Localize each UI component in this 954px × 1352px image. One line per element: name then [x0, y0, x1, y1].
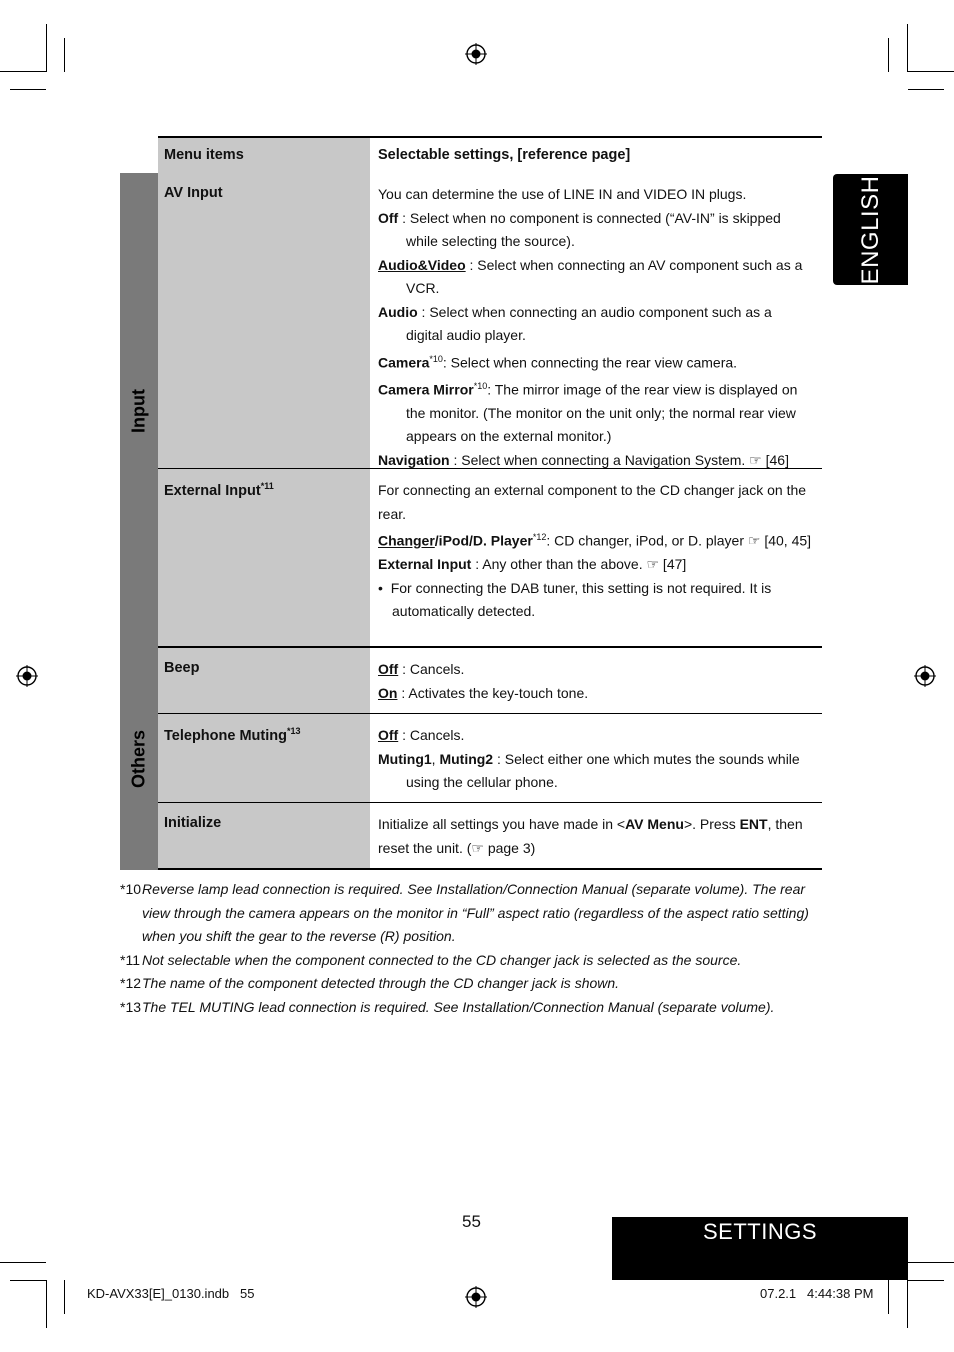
registration-mark-icon [16, 665, 38, 687]
settings-text [378, 183, 812, 472]
menu-cell [158, 648, 370, 713]
footnote: *13 The TEL MUTING lead connection is required. See Installation/Connection Manual (separate volume). [120, 998, 775, 1015]
crop-mark [888, 38, 889, 72]
header-settings-cell [370, 138, 822, 174]
language-tab [833, 174, 908, 285]
crop-mark [64, 1280, 65, 1314]
crop-mark [908, 89, 944, 90]
crop-mark [0, 1262, 46, 1263]
option-audio-video: Audio&Video : Select when connecting an AV component such as a VCR. [378, 256, 803, 296]
section-input [120, 173, 822, 648]
menu-item-name: External Input$^{*11}$ [164, 481, 274, 499]
language-tab-label: ENGLISH [856, 175, 884, 284]
footer-file-info: KD-AVX33[E]_0130.indb 55 [87, 1286, 255, 1301]
chapter-tab [612, 1217, 908, 1280]
table-header [158, 136, 822, 175]
menu-cell [158, 469, 370, 646]
crop-mark [46, 24, 47, 72]
settings-cell [370, 648, 822, 713]
registration-mark-icon [465, 43, 487, 65]
chapter-tab-label: SETTINGS [702, 1219, 817, 1244]
header-menu-items: Menu items [164, 147, 244, 163]
table-row-external-input [158, 469, 822, 648]
section-label-cell [120, 173, 158, 648]
section-label-cell [120, 648, 158, 870]
settings-cell [370, 173, 822, 468]
option-changer: Changer/iPod/D. Player$^{*12}$: CD changer, iPod, or D. player ☞ [40, 45] [378, 532, 812, 549]
crop-mark [908, 1280, 944, 1281]
table-row-beep [158, 648, 822, 714]
settings-text [378, 724, 812, 795]
section-label-input: Input [128, 388, 149, 433]
settings-cell [370, 469, 822, 646]
table-row-telephone-muting [158, 714, 822, 803]
menu-item-name: Beep [164, 660, 200, 676]
option-muting: Muting1, Muting2 : Select either one which mutes the sounds while using the cellular phone. [378, 750, 800, 790]
settings-cell [370, 803, 822, 868]
menu-cell [158, 803, 370, 868]
table-row-av-input [158, 173, 822, 469]
settings-cell [370, 714, 822, 802]
footnotes [120, 878, 820, 1019]
page-number: 55 [462, 1212, 481, 1231]
crop-mark [46, 1280, 47, 1328]
footnote: *10 Reverse lamp lead connection is required. See Installation/Connection Manual (separate volume). The rear view through the camera appears on the monitor in “Full” aspect ratio (regardless of the aspect ratio setting) when you shift the gear to the reverse (R) position. [120, 881, 809, 944]
footnote: *11 Not selectable when the component connected to the CD changer jack is selected as the source. [120, 951, 742, 968]
option-external-input: External Input : Any other than the above. ☞ [47] [378, 556, 687, 573]
crop-mark [908, 71, 954, 72]
option-off: Off : Cancels. [378, 727, 465, 743]
option-navigation: Navigation : Select when connecting a Navigation System. ☞ [46] [378, 451, 789, 468]
crop-mark [907, 1280, 908, 1328]
settings-text: Initialize all settings you have made in <AV Menu>. Press ENT, then reset the unit. (☞ page 3) [378, 816, 803, 856]
option-camera-mirror: Camera Mirror$^{*10}$: The mirror image of the rear view is displayed on the monitor. (The monitor on the unit only; the normal rear view appears on the external monitor.) [378, 380, 798, 445]
crop-mark [907, 24, 908, 72]
option-audio: Audio : Select when connecting an audio component such as a digital audio player. [378, 303, 772, 343]
section-label-others: Others [128, 729, 149, 789]
crop-mark [908, 1262, 954, 1263]
option-camera: Camera$^{*10}$: Select when connecting the rear view camera. [378, 353, 738, 371]
crop-mark [10, 1280, 46, 1281]
section-others [120, 648, 822, 870]
menu-cell [158, 173, 370, 468]
table-row-initialize [158, 803, 822, 870]
intro-text: For connecting an external component to the CD changer jack on the rear. [378, 482, 807, 522]
option-on: On : Activates the key-touch tone. [378, 684, 589, 701]
menu-item-name: Initialize [164, 815, 222, 831]
crop-mark [888, 1280, 889, 1314]
menu-item-name: Telephone Muting$^{*13}$ [164, 726, 301, 744]
option-off: Off : Cancels. [378, 661, 465, 677]
registration-mark-icon [465, 1286, 487, 1308]
menu-item-name: AV Input [164, 185, 223, 201]
footnote: *12 The name of the component detected through the CD changer jack is shown. [120, 975, 620, 991]
bullet-note: • For connecting the DAB tuner, this setting is not required. It is automatically detected. [378, 579, 772, 620]
crop-mark [10, 89, 46, 90]
intro-text: You can determine the use of LINE IN and VIDEO IN plugs. [378, 186, 747, 202]
header-selectable-settings: Selectable settings, [reference page] [378, 147, 631, 163]
settings-text [378, 658, 812, 705]
settings-text [378, 479, 812, 624]
header-menu-cell [158, 138, 370, 174]
option-off: Off : Select when no component is connected (“AV-IN” is skipped while selecting the source). [378, 209, 781, 249]
crop-mark [64, 38, 65, 72]
footer-datetime: 07.2.1 4:44:38 PM [760, 1286, 874, 1301]
registration-mark-icon [914, 665, 936, 687]
menu-cell [158, 714, 370, 802]
crop-mark [0, 71, 46, 72]
